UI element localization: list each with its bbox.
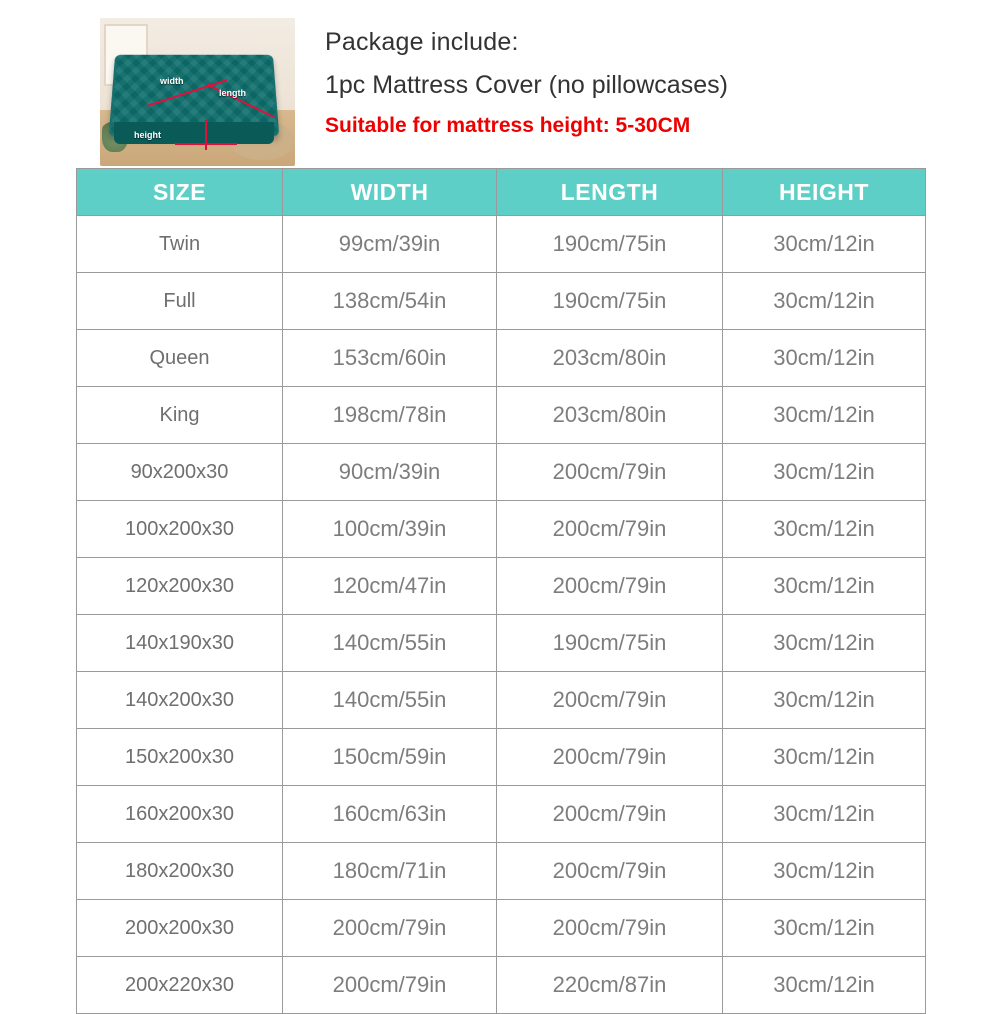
cell-length: 200cm/79in	[497, 558, 723, 615]
cell-width: 90cm/39in	[283, 444, 497, 501]
table-row	[77, 672, 926, 729]
table-header-row	[77, 169, 926, 216]
table-row	[77, 786, 926, 843]
cell-height: 30cm/12in	[723, 615, 926, 672]
column-header-length: LENGTH	[497, 169, 723, 216]
cell-width: 100cm/39in	[283, 501, 497, 558]
cell-size: 160x200x30	[77, 786, 283, 843]
cell-height: 30cm/12in	[723, 672, 926, 729]
table-row	[77, 444, 926, 501]
cell-length: 203cm/80in	[497, 330, 723, 387]
cell-length: 190cm/75in	[497, 216, 723, 273]
cell-width: 198cm/78in	[283, 387, 497, 444]
cell-width: 160cm/63in	[283, 786, 497, 843]
cell-length: 200cm/79in	[497, 672, 723, 729]
cell-height: 30cm/12in	[723, 843, 926, 900]
photo-label-width: width	[160, 76, 184, 86]
cell-size: Queen	[77, 330, 283, 387]
cell-length: 200cm/79in	[497, 501, 723, 558]
cell-length: 200cm/79in	[497, 444, 723, 501]
cell-height: 30cm/12in	[723, 387, 926, 444]
table-row	[77, 558, 926, 615]
cell-size: King	[77, 387, 283, 444]
table-row	[77, 330, 926, 387]
table-row	[77, 957, 926, 1014]
cell-height: 30cm/12in	[723, 900, 926, 957]
cell-size: Twin	[77, 216, 283, 273]
table-row	[77, 729, 926, 786]
table-row	[77, 900, 926, 957]
photo-label-height: height	[134, 130, 161, 140]
product-photo	[100, 18, 295, 166]
cell-size: Full	[77, 273, 283, 330]
cell-size: 200x200x30	[77, 900, 283, 957]
package-info	[325, 18, 728, 138]
cell-height: 30cm/12in	[723, 501, 926, 558]
cell-height: 30cm/12in	[723, 786, 926, 843]
cell-length: 190cm/75in	[497, 273, 723, 330]
photo-label-length: length	[219, 88, 246, 98]
cell-size: 200x220x30	[77, 957, 283, 1014]
package-include-item: 1pc Mattress Cover (no pillowcases)	[325, 71, 728, 99]
cell-width: 140cm/55in	[283, 672, 497, 729]
cell-length: 190cm/75in	[497, 615, 723, 672]
column-header-height: HEIGHT	[723, 169, 926, 216]
cell-width: 153cm/60in	[283, 330, 497, 387]
cell-length: 200cm/79in	[497, 786, 723, 843]
cell-length: 200cm/79in	[497, 900, 723, 957]
cell-height: 30cm/12in	[723, 216, 926, 273]
cell-width: 99cm/39in	[283, 216, 497, 273]
cell-width: 140cm/55in	[283, 615, 497, 672]
table-row	[77, 273, 926, 330]
column-header-width: WIDTH	[283, 169, 497, 216]
cell-length: 200cm/79in	[497, 729, 723, 786]
size-chart-table	[76, 168, 926, 1014]
cell-width: 200cm/79in	[283, 957, 497, 1014]
cell-length: 220cm/87in	[497, 957, 723, 1014]
cell-width: 120cm/47in	[283, 558, 497, 615]
table-row	[77, 615, 926, 672]
cell-height: 30cm/12in	[723, 957, 926, 1014]
cell-height: 30cm/12in	[723, 273, 926, 330]
cell-height: 30cm/12in	[723, 729, 926, 786]
cell-length: 203cm/80in	[497, 387, 723, 444]
cell-size: 140x190x30	[77, 615, 283, 672]
table-row	[77, 387, 926, 444]
cell-length: 200cm/79in	[497, 843, 723, 900]
cell-size: 150x200x30	[77, 729, 283, 786]
cell-size: 120x200x30	[77, 558, 283, 615]
package-include-title: Package include:	[325, 28, 519, 56]
cell-size: 100x200x30	[77, 501, 283, 558]
cell-width: 138cm/54in	[283, 273, 497, 330]
height-vertical-arrow-icon	[205, 120, 207, 150]
cell-width: 180cm/71in	[283, 843, 497, 900]
cell-size: 140x200x30	[77, 672, 283, 729]
cell-size: 180x200x30	[77, 843, 283, 900]
suitable-height-note: Suitable for mattress height: 5-30CM	[325, 114, 691, 137]
table-row	[77, 843, 926, 900]
table-row	[77, 216, 926, 273]
cell-height: 30cm/12in	[723, 330, 926, 387]
cell-width: 200cm/79in	[283, 900, 497, 957]
header-section	[0, 0, 1000, 150]
cell-height: 30cm/12in	[723, 558, 926, 615]
table-row	[77, 501, 926, 558]
cell-width: 150cm/59in	[283, 729, 497, 786]
column-header-size: SIZE	[77, 169, 283, 216]
cell-size: 90x200x30	[77, 444, 283, 501]
cell-height: 30cm/12in	[723, 444, 926, 501]
